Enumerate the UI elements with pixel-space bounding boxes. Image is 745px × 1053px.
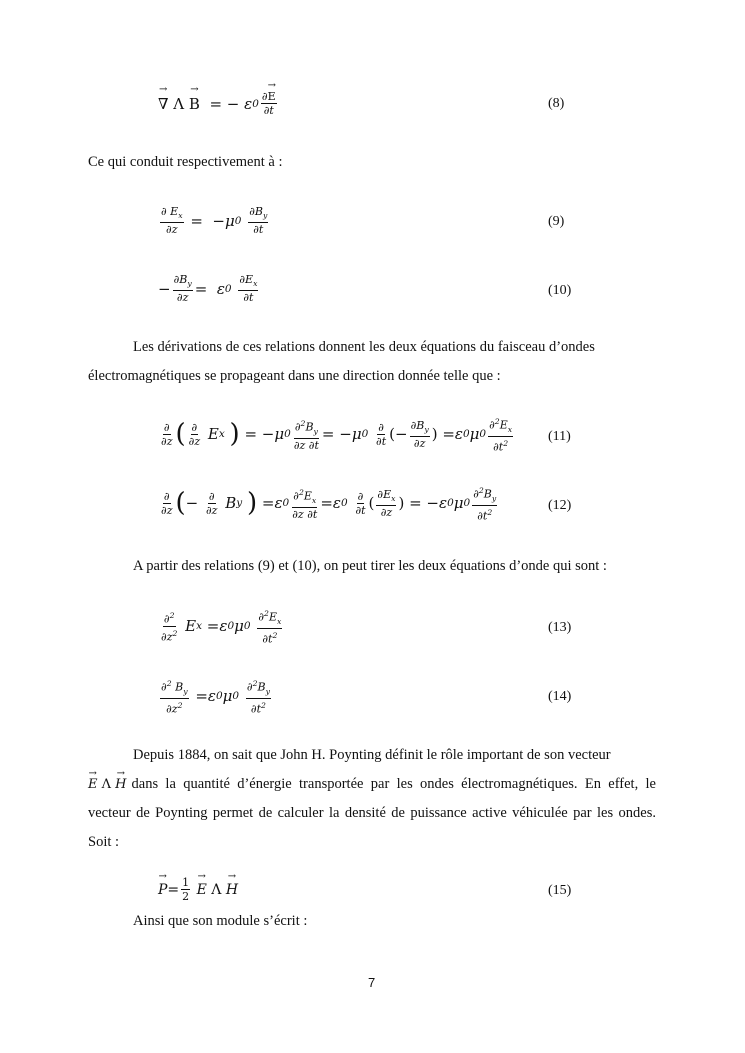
equation-11: $\frac{\partial}{\partial z}$ ( $\frac{\partial}{\partial z}$ E x ) = − μ 0 $\frac{\partial^2B_y}{\partial z \partial t}$ = − μ 0 $\frac{\partial}{\partial t}$ (− $\frac{\partial B_y}{\partial z}$ ) = ε 0 μ 0 $\frac{\partial^2E_x}{\partial t^2}$ bbox=[161, 417, 513, 454]
equation-number: (13) bbox=[548, 620, 572, 635]
equation-10: − $\frac{\partial B_y}{\partial z}$ = ε 0 $\frac{\partial E_x}{\partial t}$ bbox=[158, 273, 258, 305]
paragraph-line: électromagnétiques se propageant dans une direction donnée telle que : bbox=[88, 368, 501, 384]
paragraph-line: Depuis 1884, on sait que John H. Poynting définit le rôle important de son vecteur bbox=[133, 747, 611, 763]
equation-12: $\frac{\partial}{\partial z}$ ( − $\frac{\partial}{\partial z}$ B y ) = ε 0 $\frac{\partial^2E_x}{\partial z \partial t}$ = ε 0 $\frac{\partial}{\partial t}$ ( $\frac{\partial E_x}{\partial z}$ ) = − ε 0 μ 0 $\frac{\partial^2B_y}{\partial t^2}$ bbox=[161, 486, 497, 523]
equation-8: → ∇ Λ → B = − ε 0 $\frac{\partial\to E}{\partial t}$ bbox=[158, 90, 279, 117]
paragraph-line-text: dans la quantité d’énergie transportée par les ondes électromagnétiques. En effet, le bbox=[131, 776, 656, 792]
page-number: 7 bbox=[368, 975, 376, 990]
equation-number: (14) bbox=[548, 689, 572, 704]
equation-13: $\frac{\partial^2}{\partial z^2}$ E x = ε 0 μ 0 $\frac{\partial^2E_x}{\partial t^2}$ bbox=[161, 609, 282, 646]
paragraph-line: Soit : bbox=[88, 834, 120, 850]
equation-9: $\frac{\partial E_x}{\partial z}$ = − μ 0 $\frac{\partial B_y}{\partial t}$ bbox=[161, 205, 268, 237]
vector-product-symbol: → E Λ → H bbox=[88, 770, 127, 799]
paragraph-line: vecteur de Poynting permet de calculer la densité de puissance active véhiculée par les ondes. bbox=[88, 805, 656, 821]
equation-number: (12) bbox=[548, 498, 572, 513]
paragraph-line: Ainsi que son module s’écrit : bbox=[133, 913, 308, 929]
equation-number: (11) bbox=[548, 429, 571, 444]
paragraph bbox=[88, 907, 656, 936]
paragraph: Ce qui conduit respectivement à : bbox=[88, 154, 283, 170]
equation-14: $\frac{\partial^2 B_y}{\partial z^2}$ = ε 0 μ 0 $\frac{\partial^2B_y}{\partial t^2}$ bbox=[161, 679, 270, 716]
paragraph-line: A partir des relations (9) et (10), on peut tirer les deux équations d’onde qui sont : bbox=[133, 558, 607, 574]
paragraph-line bbox=[88, 770, 656, 799]
equation-number: (15) bbox=[548, 883, 572, 898]
paragraph bbox=[88, 552, 656, 581]
equation-number: (10) bbox=[548, 283, 572, 298]
paragraph bbox=[88, 333, 656, 391]
paragraph bbox=[88, 741, 656, 857]
equation-15: → P = $\frac{1}{2}$ → E Λ → H bbox=[158, 876, 238, 903]
equation-number: (8) bbox=[548, 96, 565, 111]
paragraph-line: Les dérivations de ces relations donnent les deux équations du faisceau d’ondes bbox=[133, 339, 595, 355]
equation-number: (9) bbox=[548, 214, 565, 229]
